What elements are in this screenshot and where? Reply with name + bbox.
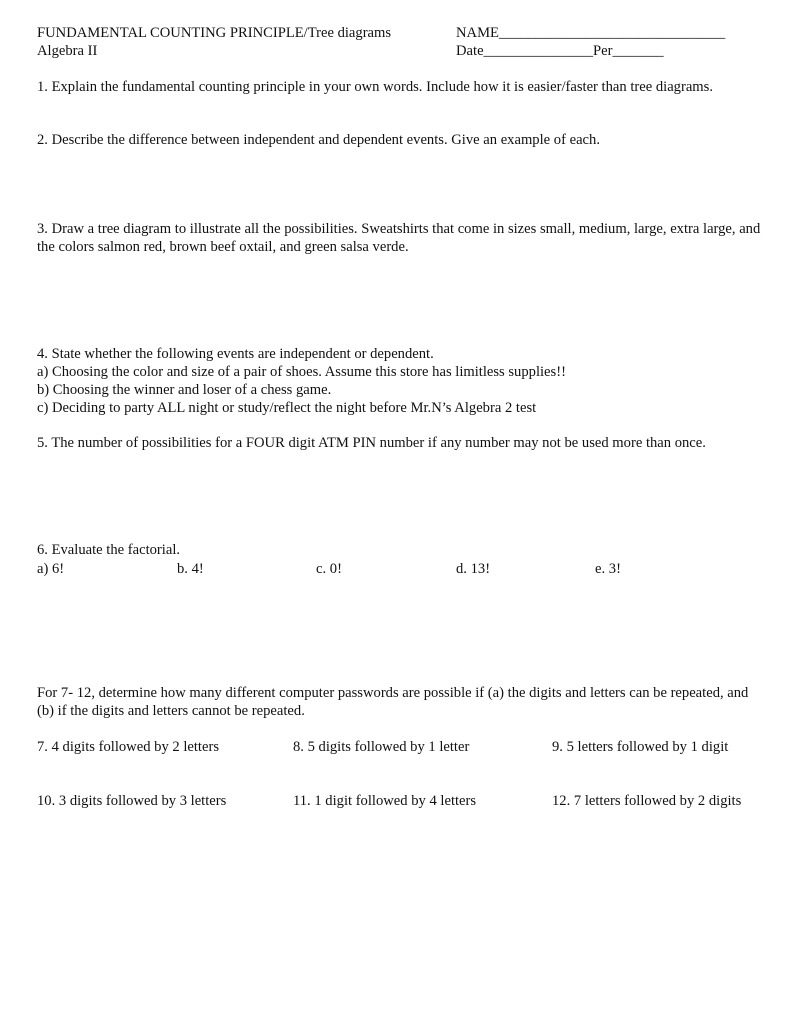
- question-8: 8. 5 digits followed by 1 letter: [293, 739, 470, 755]
- question-6a: a) 6!: [37, 561, 65, 577]
- question-9: 9. 5 letters followed by 1 digit: [552, 739, 729, 755]
- question-11: 11. 1 digit followed by 4 letters: [293, 793, 477, 809]
- question-6d: d. 13!: [456, 561, 491, 577]
- question-6-prompt: 6. Evaluate the factorial.: [37, 542, 181, 558]
- instructions-7-12: For 7- 12, determine how many different computer passwords are possible if (a) the digits and letters can be repeated, and (b) if the digits and letters cannot be repeated.: [37, 685, 749, 719]
- question-2: 2. Describe the difference between independent and dependent events. Give an example of each.: [37, 132, 600, 148]
- question-6e: e. 3!: [595, 561, 621, 577]
- question-4c: c) Deciding to party ALL night or study/reflect the night before Mr.N’s Algebra 2 test: [37, 400, 537, 416]
- question-12: 12. 7 letters followed by 2 digits: [552, 793, 742, 809]
- question-7: 7. 4 digits followed by 2 letters: [37, 739, 219, 755]
- question-4a: a) Choosing the color and size of a pair of shoes. Assume this store has limitless supplies!!: [37, 364, 566, 380]
- question-1: 1. Explain the fundamental counting principle in your own words. Include how it is easier/faster than tree diagrams.: [37, 79, 713, 95]
- question-6b: b. 4!: [177, 561, 204, 577]
- course-name: Algebra II: [37, 43, 98, 59]
- worksheet-title: FUNDAMENTAL COUNTING PRINCIPLE/Tree diagrams: [37, 25, 392, 41]
- date-period-blank: Date_______________Per_______: [456, 43, 664, 59]
- name-blank: NAME_______________________________: [456, 25, 726, 41]
- question-10: 10. 3 digits followed by 3 letters: [37, 793, 227, 809]
- question-5: 5. The number of possibilities for a FOUR digit ATM PIN number if any number may not be used more than once.: [37, 435, 706, 451]
- question-6c: c. 0!: [316, 561, 342, 577]
- question-4b: b) Choosing the winner and loser of a chess game.: [37, 382, 332, 398]
- question-4-prompt: 4. State whether the following events are independent or dependent.: [37, 346, 434, 362]
- question-3: 3. Draw a tree diagram to illustrate all the possibilities. Sweatshirts that come in sizes small, medium, large, extra large, and the colors salmon red, brown beef oxtail, and green salsa verde.: [37, 221, 761, 255]
